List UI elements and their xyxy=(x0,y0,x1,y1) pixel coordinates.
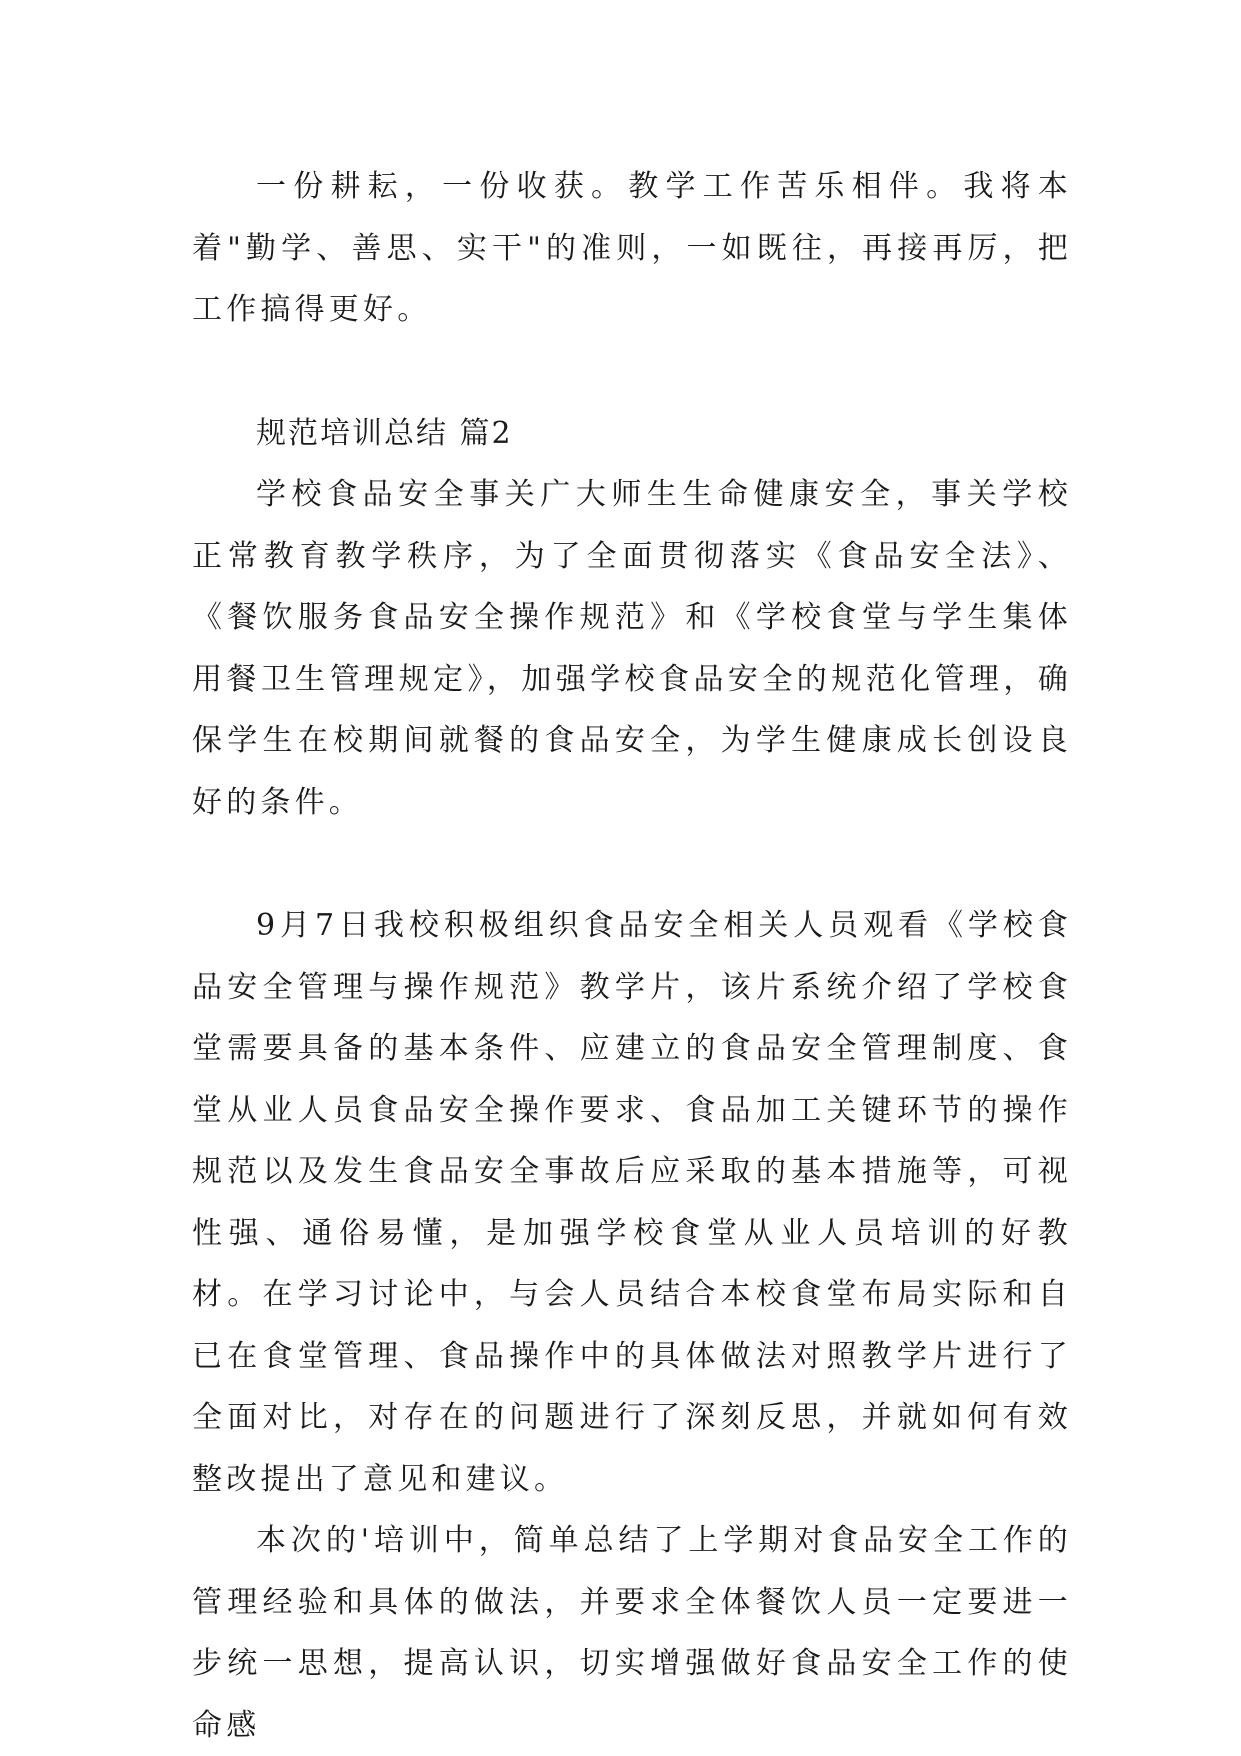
section-heading: 规范培训总结 篇2 xyxy=(256,415,513,451)
paragraph-spacer xyxy=(192,341,1072,403)
paragraph-training-video: 9月7日我校积极组织食品安全相关人员观看《学校食品安全管理与操作规范》教学片，该片系统介绍了学校食堂需要具备的基本条件、应建立的食品安全管理制度、食堂从业人员食品安全操作要求、食品加工关键环节的操作规范以及发生食品安全事故后应采取的基本措施等，可视性强、通俗易懂，是加强学校食堂从业人员培训的好教材。在学习讨论中，与会人员结合本校食堂布局实际和自已在食堂管理、食品操作中的具体做法对照教学片进行了全面对比，对存在的问题进行了深刻反思，并就如何有效整改提出了意见和建议。 xyxy=(192,908,1072,1497)
paragraph-training-summary: 本次的'培训中，简单总结了上学期对食品安全工作的管理经验和具体的做法，并要求全体餐饮人员一定要进一步统一思想，提高认识，切实增强做好食品安全工作的使命感 xyxy=(192,1523,1072,1743)
paragraph-food-safety-intro: 学校食品安全事关广大师生生命健康安全，事关学校正常教育教学秩序，为了全面贯彻落实《食品安全法》、《餐饮服务食品安全操作规范》和《学校食堂与学生集体用餐卫生管理规定》，加强学校食品安全的规范化管理，确保学生在校期间就餐的食品安全，为学生健康成长创设良好的条件。 xyxy=(192,477,1072,820)
document-body xyxy=(192,156,1072,1756)
paragraph-spacer xyxy=(192,833,1072,895)
paragraph-closing-remarks: 一份耕耘，一份收获。教学工作苦乐相伴。我将本着"勤学、善思、实干"的准则，一如既往，再接再厉，把工作搞得更好。 xyxy=(192,169,1072,327)
